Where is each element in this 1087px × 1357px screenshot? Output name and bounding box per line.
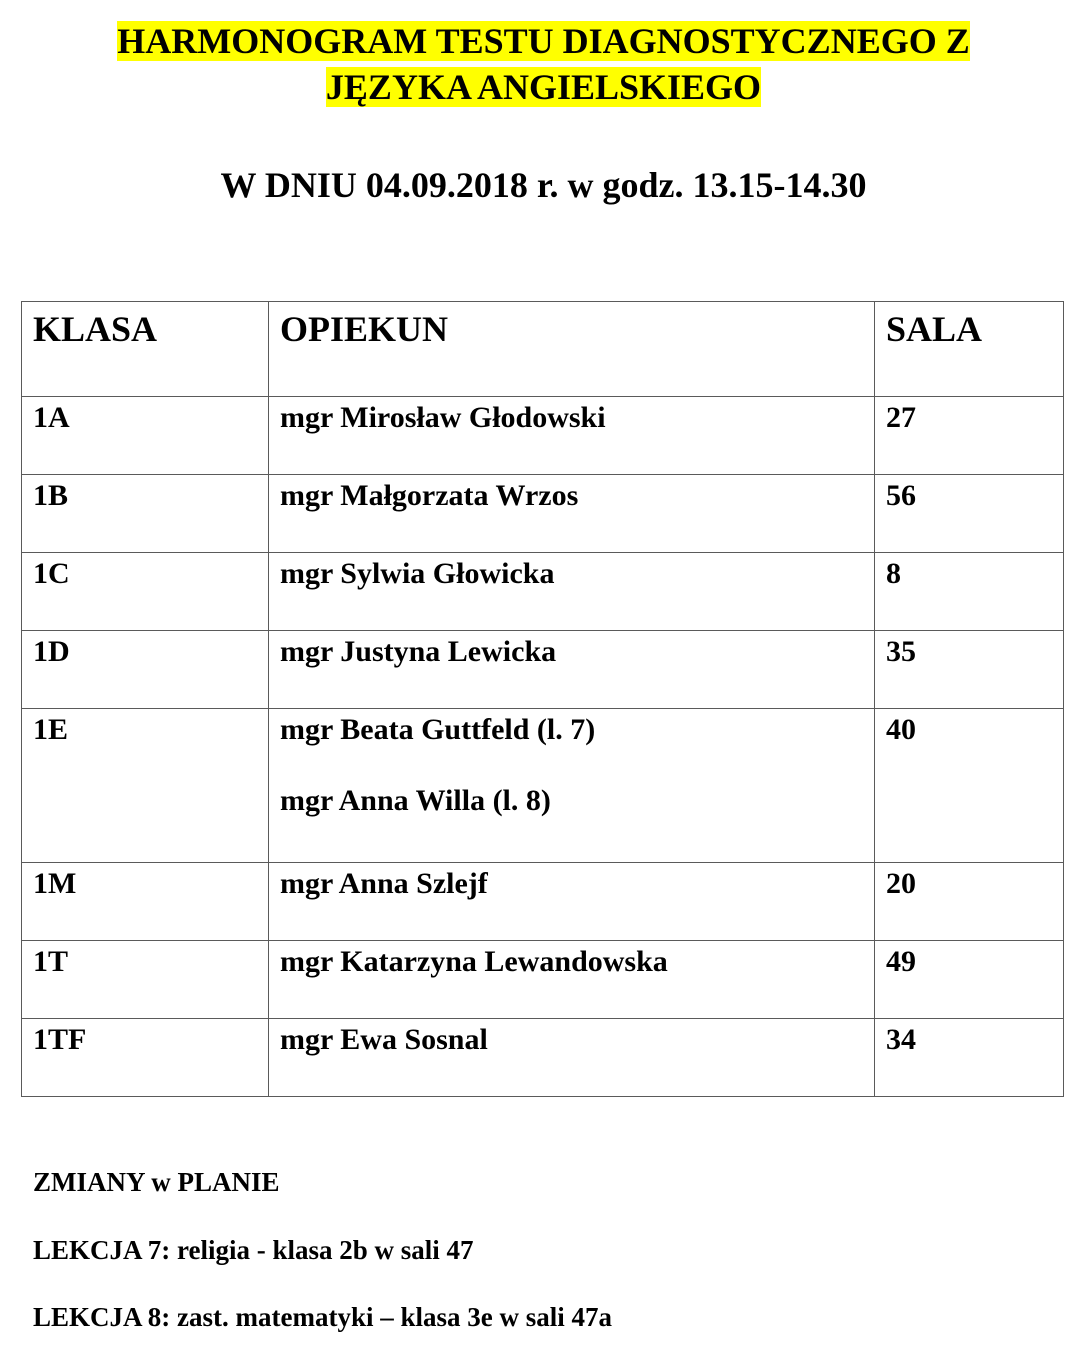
header-opiekun: OPIEKUN bbox=[269, 302, 875, 397]
cell-opiekun: mgr Ewa Sosnal bbox=[269, 1019, 875, 1097]
table-row bbox=[22, 709, 1064, 863]
cell-sala: 35 bbox=[875, 631, 1064, 709]
cell-klasa: 1M bbox=[22, 863, 269, 941]
table-row bbox=[22, 863, 1064, 941]
cell-sala: 8 bbox=[875, 553, 1064, 631]
cell-sala: 56 bbox=[875, 475, 1064, 553]
cell-klasa: 1D bbox=[22, 631, 269, 709]
title-line-2: JĘZYKA ANGIELSKIEGO bbox=[325, 67, 762, 107]
table-row bbox=[22, 397, 1064, 475]
cell-opiekun: mgr Katarzyna Lewandowska bbox=[269, 941, 875, 1019]
table-row bbox=[22, 475, 1064, 553]
table-row bbox=[22, 1019, 1064, 1097]
cell-sala: 40 bbox=[875, 709, 1064, 863]
cell-opiekun bbox=[269, 709, 875, 863]
title-line-1: HARMONOGRAM TESTU DIAGNOSTYCZNEGO Z bbox=[117, 21, 970, 61]
change-line-1: LEKCJA 7: religia - klasa 2b w sali 47 bbox=[33, 1235, 474, 1265]
cell-opiekun: mgr Justyna Lewicka bbox=[269, 631, 875, 709]
cell-klasa: 1A bbox=[22, 397, 269, 475]
table-row bbox=[22, 553, 1064, 631]
opiekun-name-2: mgr Anna Willa (l. 8) bbox=[280, 784, 551, 817]
cell-opiekun: mgr Sylwia Głowicka bbox=[269, 553, 875, 631]
cell-sala: 49 bbox=[875, 941, 1064, 1019]
cell-klasa: 1E bbox=[22, 709, 269, 863]
date-subtitle: W DNIU 04.09.2018 r. w godz. 13.15-14.30 bbox=[220, 165, 867, 205]
document-title bbox=[0, 18, 1087, 110]
cell-klasa: 1T bbox=[22, 941, 269, 1019]
cell-sala: 34 bbox=[875, 1019, 1064, 1097]
cell-klasa: 1C bbox=[22, 553, 269, 631]
cell-klasa: 1TF bbox=[22, 1019, 269, 1097]
cell-klasa: 1B bbox=[22, 475, 269, 553]
table-row bbox=[22, 631, 1064, 709]
cell-opiekun: mgr Mirosław Głodowski bbox=[269, 397, 875, 475]
cell-opiekun: mgr Małgorzata Wrzos bbox=[269, 475, 875, 553]
cell-sala: 20 bbox=[875, 863, 1064, 941]
header-sala: SALA bbox=[875, 302, 1064, 397]
opiekun-name-1: mgr Beata Guttfeld (l. 7) bbox=[280, 713, 596, 746]
change-line-2: LEKCJA 8: zast. matematyki – klasa 3e w sali 47a bbox=[33, 1302, 612, 1332]
table-header-row bbox=[22, 302, 1064, 397]
header-klasa: KLASA bbox=[22, 302, 269, 397]
cell-sala: 27 bbox=[875, 397, 1064, 475]
changes-heading: ZMIANY w PLANIE bbox=[33, 1167, 280, 1197]
cell-opiekun: mgr Anna Szlejf bbox=[269, 863, 875, 941]
table-row bbox=[22, 941, 1064, 1019]
schedule-table bbox=[21, 301, 1064, 1097]
